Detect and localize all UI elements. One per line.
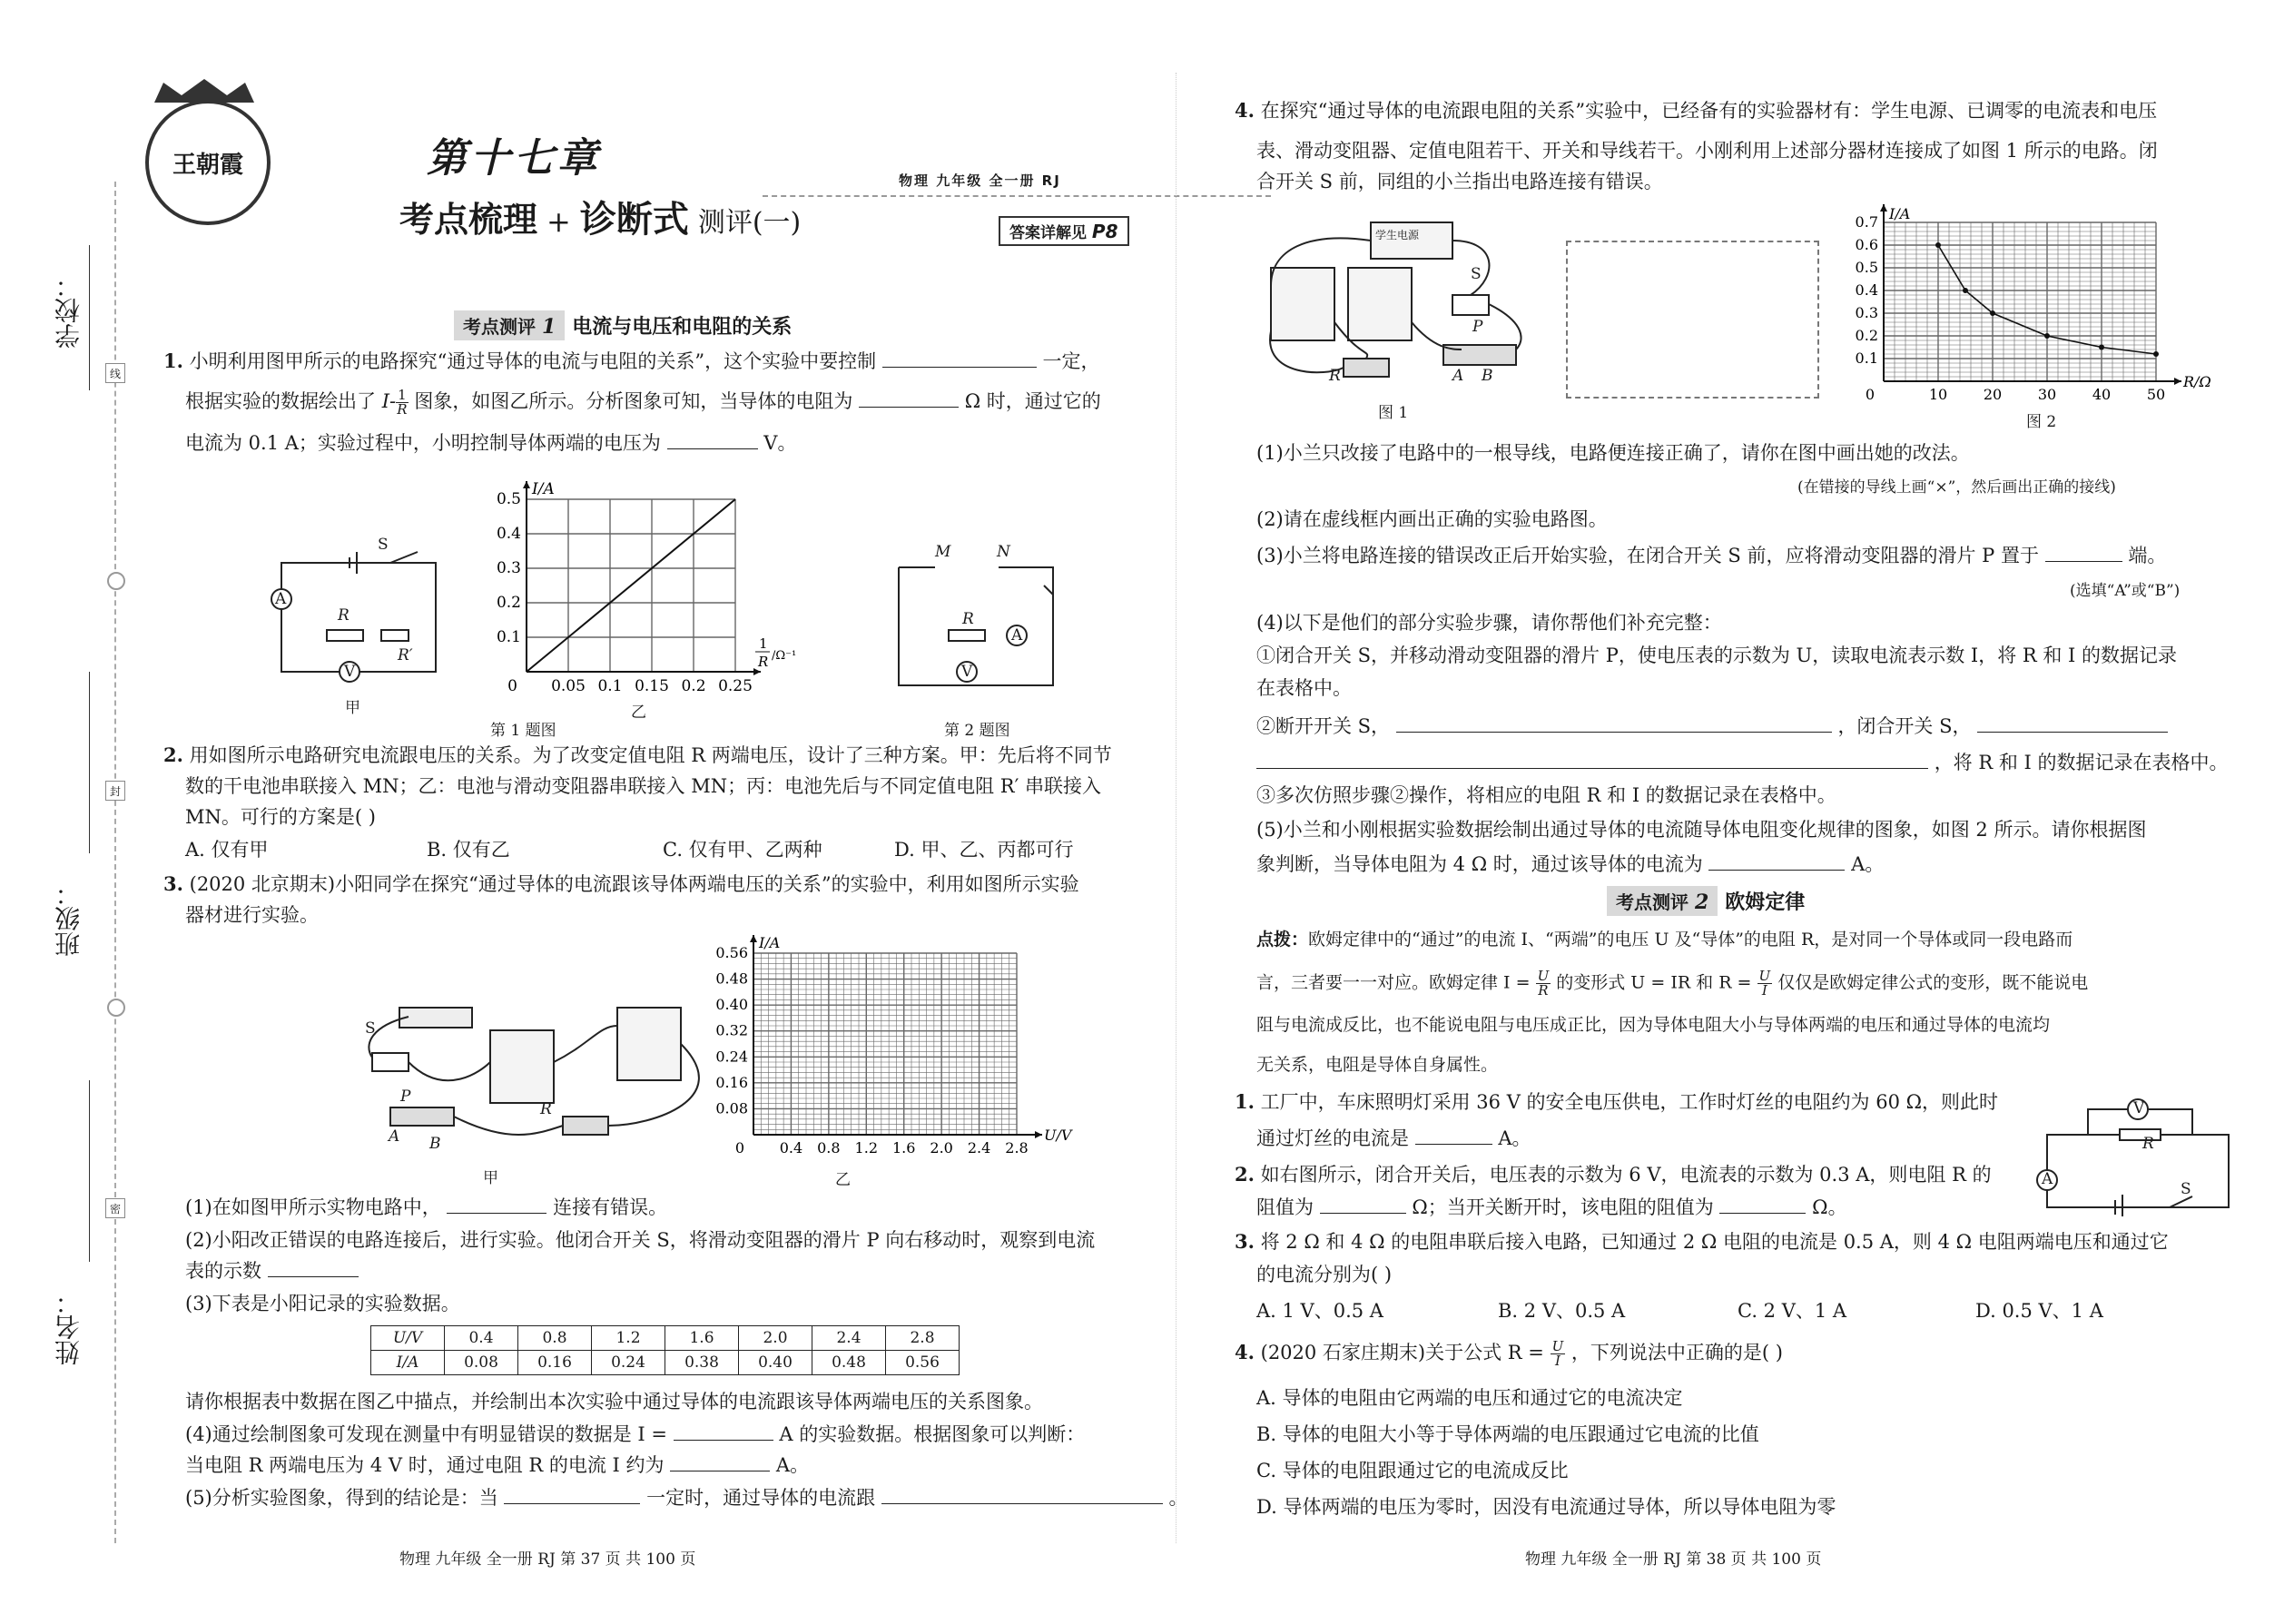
r-fig1-power-label: 学生电源 <box>1375 229 1420 241</box>
y-axis-label: I/A <box>1889 205 1911 222</box>
r-q4-part2: (2)请在虚线框内画出正确的实验电路图。 <box>1256 508 1608 530</box>
r-q4-blank-4[interactable] <box>1256 752 1928 769</box>
r-question-4b: 4. (2020 石家庄期末)关于公式 R = $\frac{U}{I}$ ，下列说法中正确的是( ) <box>1235 1338 1783 1369</box>
section-badge: 考点测评 1 <box>454 310 565 340</box>
x-axis-label-num: 1 <box>759 635 768 652</box>
school-blank[interactable] <box>89 245 90 390</box>
table-cell-u: 2.0 <box>739 1326 812 1351</box>
origin-label: 0 <box>1865 386 1875 403</box>
y-tick-label: 0.2 <box>1855 327 1878 344</box>
tip-line3: 阻与电流成反比，也不能说电阻与电压成正比，因为导体电阻大小与导体两端的电压和通过导体的电流均 <box>1256 1015 2051 1035</box>
question-2: 2. 用如图所示电路研究电流跟电压的关系。为了改变定值电阻 R 两端电压，设计了三种方案。甲：先后将不同节 <box>163 743 1112 766</box>
fig2-terminal-m: M <box>935 543 951 561</box>
q3-blank-6[interactable] <box>881 1487 1163 1504</box>
data-point <box>1990 310 1995 316</box>
y-tick-label: 0.4 <box>1855 281 1878 299</box>
table-cell-u: 1.2 <box>592 1326 665 1351</box>
y-tick-label: 0.1 <box>1855 349 1878 367</box>
fig1-graph-yi <box>472 472 817 699</box>
r-q2-resistor-label: R <box>2142 1135 2154 1153</box>
question-1: 1. 小明利用图甲所示的电路探究“通过导体的电流与电阻的关系”，这个实验中要控制 一定， <box>163 349 1100 372</box>
circuit-drawing-box[interactable] <box>1566 241 1819 399</box>
table-cell-u: 0.8 <box>518 1326 592 1351</box>
r-q4-part1-note: (在错接的导线上画“×”，然后画出正确的接线) <box>1797 478 2116 497</box>
fig1-caption-yi: 乙 <box>631 704 646 722</box>
table-cell-u: 2.4 <box>812 1326 886 1351</box>
q3-part2-line2: 表的示数 <box>185 1258 359 1284</box>
r-q2-line2: 阻值为 Ω；当开关断开时，该电阻的阻值为 Ω。 <box>1256 1196 1847 1218</box>
q3-caption-jia: 甲 <box>483 1169 498 1187</box>
r-fig1-switch-label: S <box>1471 265 1482 283</box>
r-q4-step1-line2: 在表格中。 <box>1256 677 1352 699</box>
q3-terminal-b: B <box>429 1135 441 1153</box>
x-axis-label-unit: /Ω⁻¹ <box>772 649 797 663</box>
q3-blank-1[interactable] <box>447 1196 546 1214</box>
seal-seal-mark: 封 <box>105 781 125 801</box>
r-question-3: 3. 将 2 Ω 和 4 Ω 的电阻串联后接入电路，已知通过 2 Ω 电阻的电流是 0.5 A，则 4 Ω 电阻两端电压和通过它 <box>1235 1230 2169 1253</box>
r-fig1-terminal-a: A <box>1452 367 1464 385</box>
fig2-resistor-label: R <box>962 610 974 628</box>
table-cell-u: 0.4 <box>445 1326 518 1351</box>
y-tick-label: 0.6 <box>1855 236 1878 253</box>
r-q4-blank-1[interactable] <box>2045 545 2122 562</box>
answer-page: P8 <box>1091 221 1118 242</box>
title-plus: + <box>546 204 571 239</box>
class-label: 班级： <box>54 881 84 957</box>
section-badge: 考点测评 2 <box>1607 886 1718 916</box>
school-label: 学校： <box>54 272 84 349</box>
r-q4-line2: 表、滑动变阻器、定值电阻若干、开关和导线若干。小刚利用上述部分器材连接成了如图 1 所示的电路。闭 <box>1256 140 2158 162</box>
data-point <box>2044 333 2050 339</box>
binding-margin <box>0 0 127 1624</box>
x-axis-arrow <box>2174 378 2181 385</box>
right-footer: 物理 九年级 全一册 RJ 第 38 页 共 100 页 <box>1525 1550 1822 1569</box>
y-tick-label: 0.08 <box>715 1099 748 1117</box>
logo-text: 王朝霞 <box>172 151 243 179</box>
origin-label: 0 <box>507 677 517 695</box>
binding-dashed-line <box>114 182 116 1543</box>
r-q4-line3: 合开关 S 前，同组的小兰指出电路连接有错误。 <box>1256 171 1663 192</box>
r-q4-blank-5[interactable] <box>1708 853 1845 871</box>
r-q3-option-b[interactable]: B. 2 V、0.5 A <box>1498 1300 1626 1322</box>
x-tick-label: 20 <box>1983 386 2003 403</box>
q2-option-d[interactable]: D. 甲、乙、丙都可行 <box>894 839 1074 861</box>
table-cell-i: 0.48 <box>812 1351 886 1375</box>
q3-blank-3[interactable] <box>674 1423 773 1441</box>
q3-caption-yi: 乙 <box>835 1171 851 1189</box>
fig1-switch-label: S <box>378 536 389 554</box>
q3-switch-label: S <box>365 1019 376 1038</box>
y-tick-label: 0.16 <box>715 1073 748 1091</box>
question-1-line2: 根据实验的数据绘出了 I- $\frac{1}{R}$ 图象，如图乙所示。分析图象可知，当导体的电阻为 Ω 时，通过它的 <box>185 387 1101 418</box>
q3-resistor-label: R <box>540 1100 552 1118</box>
y-tick-label: 0.5 <box>496 490 521 508</box>
y-tick-label: 0.2 <box>496 594 521 612</box>
binding-ring-icon <box>107 572 125 590</box>
x-axis-label-den: R <box>758 654 769 670</box>
crown-icon <box>145 77 263 104</box>
fig2-terminal-n: N <box>997 543 1010 561</box>
q1-blank-2[interactable] <box>859 390 959 408</box>
q3-part4-line2: 当电阻 R 两端电压为 4 V 时，通过电阻 R 的电流 I 约为 A。 <box>185 1454 810 1476</box>
section-2-header <box>1607 886 1805 916</box>
origin-label: 0 <box>734 1139 744 1156</box>
table-cell-u: 1.6 <box>665 1326 739 1351</box>
r-q3-option-c[interactable]: C. 2 V、1 A <box>1738 1300 1847 1322</box>
r-q2-switch-label: S <box>2181 1180 2191 1198</box>
q2-option-c[interactable]: C. 仅有甲、乙两种 <box>663 839 822 861</box>
y-tick-label: 0.4 <box>496 525 521 543</box>
book-meta: 物理 九年级 全一册 RJ <box>899 172 1061 189</box>
question-3-line2: 器材进行实验。 <box>185 904 319 926</box>
y-axis-label: I/A <box>759 935 781 951</box>
x-tick-label: 50 <box>2146 386 2166 403</box>
name-blank[interactable] <box>89 1080 90 1262</box>
tip-line1: 点拨：欧姆定律中的“通过”的电流 I、“两端”的电压 U 及“导体”的电阻 R，是对同一个导体或同一段电路而 <box>1256 930 2073 950</box>
r-q4-part5-line2: 象判断，当导体电阻为 4 Ω 时，通过该导体的电流为 A。 <box>1256 853 1885 875</box>
r-question-1: 1. 工厂中，车床照明灯采用 36 V 的安全电压供电，工作时灯丝的电阻约为 60 Ω，则此时 <box>1235 1090 1999 1113</box>
q3-part4: (4)通过绘制图象可发现在测量中有明显错误的数据是 I = A 的实验数据。根据图象可以判断： <box>185 1423 1086 1445</box>
y-tick-label: 0.24 <box>715 1048 748 1066</box>
r-q1-line2: 通过灯丝的电流是 A。 <box>1256 1127 1531 1149</box>
r-fig2-graph <box>1834 204 2242 408</box>
x-axis-label: R/Ω <box>2183 373 2211 390</box>
x-tick-label: 0.25 <box>718 677 753 695</box>
q1-blank-3[interactable] <box>667 432 758 449</box>
fig2-caption: 第 2 题图 <box>944 722 1010 740</box>
y-tick-label: 0.40 <box>715 996 748 1014</box>
title-part3: 测评(一) <box>697 207 802 239</box>
data-point <box>2099 345 2104 350</box>
publisher-logo <box>145 100 271 225</box>
data-point <box>1963 288 1968 293</box>
r-q4-step2: ②断开开关 S， ，闭合开关 S， <box>1256 714 2168 739</box>
data-point <box>2153 351 2159 357</box>
r-q4b-option-a[interactable]: A. 导体的电阻由它两端的电压和通过它的电流决定 <box>1256 1387 1683 1409</box>
header-rule <box>763 195 1271 197</box>
q2-option-a[interactable]: A. 仅有甲 <box>185 839 269 861</box>
table-header-i: I/A <box>371 1351 445 1375</box>
y-tick-label: 0.3 <box>496 559 521 577</box>
r-q4-step3: ③多次仿照步骤②操作，将相应的电阻 R 和 I 的数据记录在表格中。 <box>1256 784 1836 806</box>
x-axis-arrow <box>1035 1131 1042 1138</box>
center-fold <box>1176 73 1177 1543</box>
y-tick-label: 0.5 <box>1855 259 1878 276</box>
tip-line4: 无关系，电阻是导体自身属性。 <box>1256 1055 1499 1075</box>
r-fig1-terminal-b: B <box>1482 367 1493 385</box>
title-part2: 诊断式 <box>579 198 689 241</box>
tip-line2: 言，三者要一一对应。欧姆定律 I = $\frac{U}{R}$ 的变形式 U = IR 和 R = $\frac{U}{I}$ 仅仅是欧姆定律公式的变形，既不能说电 <box>1256 968 2089 999</box>
question-2-line3: MN。可行的方案是( ) <box>185 806 376 828</box>
table-cell-u: 2.8 <box>886 1326 960 1351</box>
section-title: 电流与电压和电阻的关系 <box>572 315 793 339</box>
q3-terminal-a: A <box>389 1127 400 1146</box>
x-tick-label: 0.4 <box>779 1139 803 1156</box>
r-q4b-option-d[interactable]: D. 导体两端的电压为零时，因没有电流通过导体，所以导体电阻为零 <box>1256 1496 1836 1518</box>
y-tick-label: 0.3 <box>1855 304 1878 321</box>
fig2-voltmeter-label: V <box>961 663 973 681</box>
y-axis-label: I/A <box>532 480 555 498</box>
fig1-circuit-jia <box>263 545 454 690</box>
answer-reference <box>999 216 1129 246</box>
table-cell-i: 0.24 <box>592 1351 665 1375</box>
table-cell-i: 0.56 <box>886 1351 960 1375</box>
seal-line-mark: 线 <box>105 363 125 383</box>
name-label: 姓名： <box>54 1289 84 1365</box>
r-q4-step1: ①闭合开关 S，并移动滑动变阻器的滑片 P，使电压表的示数为 U，读取电流表示数 I，将 R 和 I 的数据记录 <box>1256 645 2178 666</box>
r-q4-blank-2[interactable] <box>1396 715 1832 733</box>
r-q4-part1: (1)小兰只改接了电路中的一根导线，电路便连接正确了，请你在图中画出她的改法。 <box>1256 442 1970 464</box>
x-tick-label: 1.6 <box>891 1139 916 1156</box>
y-tick-label: 0.32 <box>715 1021 748 1039</box>
r-q4-part3: (3)小兰将电路连接的错误改正后开始实验，在闭合开关 S 前，应将滑动变阻器的滑片 P 置于 端。 <box>1256 545 2167 566</box>
seal-secret-mark: 密 <box>105 1198 125 1218</box>
q3-part2: (2)小阳改正错误的电路连接后，进行实验。他闭合开关 S，将滑动变阻器的滑片 P 向右移动时，观察到电流 <box>185 1229 1096 1251</box>
title-part1: 考点梳理 <box>399 199 538 240</box>
x-tick-label: 10 <box>1928 386 1948 403</box>
q3-part3-instruction: 请你根据表中数据在图乙中描点，并绘制出本次实验中通过导体的电流跟该导体两端电压的关系图象。 <box>185 1391 1043 1412</box>
section-title: 欧姆定律 <box>1725 891 1806 914</box>
r-q1-blank[interactable] <box>1415 1127 1492 1145</box>
fig1-resistor-label: R <box>338 606 350 625</box>
x-tick-label: 2.4 <box>967 1139 991 1156</box>
r-q4-blank-3[interactable] <box>1977 715 2168 733</box>
r-q4-step2-line2: ，将 R 和 I 的数据记录在表格中。 <box>1256 750 2229 775</box>
table-header-u: U/V <box>371 1326 445 1351</box>
y-tick-label: 0.56 <box>715 944 748 961</box>
r-fig1-caption: 图 1 <box>1378 404 1409 422</box>
q3-blank-5[interactable] <box>504 1487 640 1504</box>
table-cell-i: 0.16 <box>518 1351 592 1375</box>
r-fig1-resistor-label: R <box>1329 367 1341 385</box>
x-tick-label: 40 <box>2092 386 2112 403</box>
q3-part5: (5)分析实验图象，得到的结论是：当 一定时，通过导体的电流跟 。 <box>185 1487 1188 1509</box>
fig1-caption-jia: 甲 <box>345 699 360 717</box>
r-fig2-caption: 图 2 <box>2026 413 2057 431</box>
r-q4-part5: (5)小兰和小刚根据实验数据绘制出通过导体的电流随导体电阻变化规律的图象，如图 2 所示。请你根据图 <box>1256 819 2147 841</box>
data-line <box>527 499 735 672</box>
r-q4-part3-note: (选填“A”或“B”) <box>2070 582 2181 600</box>
r-q2-blank-2[interactable] <box>1719 1196 1806 1214</box>
question-2-line2: 数的干电池串联接入 MN；乙：电池与滑动变阻器串联接入 MN；丙：电池先后与不同定值电阻 R′ 串联接入 <box>185 775 1102 797</box>
q3-graph-yi <box>690 935 1098 1171</box>
table-cell-i: 0.38 <box>665 1351 739 1375</box>
x-axis-label: U/V <box>1044 1127 1072 1144</box>
fig1-rheostat-label: R′ <box>398 646 413 664</box>
q3-data-table <box>370 1325 960 1375</box>
r-q3-option-a[interactable]: A. 1 V、0.5 A <box>1256 1300 1383 1322</box>
r-question-2: 2. 如右图所示，闭合开关后，电压表的示数为 6 V，电流表的示数为 0.3 A，则电阻 R 的 <box>1235 1163 1992 1186</box>
left-footer: 物理 九年级 全一册 RJ 第 37 页 共 100 页 <box>399 1550 696 1569</box>
q1-blank-1[interactable] <box>882 350 1037 368</box>
fig1-caption: 第 1 题图 <box>490 722 556 740</box>
r-q2-ammeter-label: A <box>2042 1170 2053 1188</box>
fig1-voltmeter-label: V <box>344 663 356 681</box>
y-axis-arrow <box>1880 204 1887 212</box>
r-q3-line2: 的电流分别为( ) <box>1256 1264 1393 1285</box>
r-q4b-option-c[interactable]: C. 导体的电阻跟通过它的电流成反比 <box>1256 1460 1569 1481</box>
class-blank[interactable] <box>89 672 90 853</box>
question-1-line3: 电流为 0.1 A；实验过程中，小明控制导体两端的电压为 V。 <box>185 432 797 454</box>
x-tick-label: 0.2 <box>681 677 706 695</box>
fig2-circuit <box>881 558 1071 704</box>
r-q2-blank-1[interactable] <box>1320 1196 1406 1214</box>
table-cell-i: 0.08 <box>445 1351 518 1375</box>
x-tick-label: 0.1 <box>597 677 623 695</box>
chapter-title: 第十七章 <box>427 135 601 182</box>
q3-part1: (1)在如图甲所示实物电路中， 连接有错误。 <box>185 1196 668 1218</box>
q3-blank-4[interactable] <box>670 1454 770 1471</box>
q2-option-b[interactable]: B. 仅有乙 <box>427 839 510 861</box>
binding-ring-icon <box>107 999 125 1017</box>
y-tick-label: 0.48 <box>715 969 748 988</box>
r-question-4: 4. 在探究“通过导体的电流跟电阻的关系”实验中，已经备有的实验器材有：学生电源、已调零的电流表和电压 <box>1235 99 2158 122</box>
y-axis-arrow <box>750 935 757 942</box>
q3-blank-2[interactable] <box>268 1260 359 1277</box>
table-cell-i: 0.40 <box>739 1351 812 1375</box>
x-tick-label: 2.8 <box>1005 1139 1029 1156</box>
y-axis-arrow <box>523 481 530 488</box>
left-page <box>127 0 1188 1624</box>
x-tick-label: 2.0 <box>930 1139 953 1156</box>
x-tick-label: 0.8 <box>817 1139 841 1156</box>
r-q4-part4: (4)以下是他们的部分实验步骤，请你帮他们补充完整： <box>1256 612 1722 634</box>
question-3: 3. (2020 北京期末)小阳同学在探究“通过导体的电流跟该导体两端电压的关系”的实验中，利用如图所示实验 <box>163 872 1079 895</box>
right-page <box>1216 0 2269 1624</box>
fig1-ammeter-label: A <box>275 590 287 608</box>
x-tick-label: 1.2 <box>854 1139 879 1156</box>
answer-ref-label: 答案详解见 <box>1009 224 1087 242</box>
x-tick-label: 0.05 <box>551 677 586 695</box>
y-tick-label: 0.1 <box>496 628 521 646</box>
q3-slider-label: P <box>400 1088 411 1106</box>
q3-part3: (3)下表是小阳记录的实验数据。 <box>185 1293 460 1314</box>
r-q4b-option-b[interactable]: B. 导体的电阻大小等于导体两端的电压跟通过它电流的比值 <box>1256 1423 1759 1445</box>
section-1-header <box>454 310 792 340</box>
r-q2-voltmeter-label: V <box>2133 1099 2145 1117</box>
x-tick-label: 30 <box>2037 386 2057 403</box>
fig2-ammeter-label: A <box>1011 626 1023 645</box>
r-fig1-slider-label: P <box>1472 318 1483 336</box>
y-tick-label: 0.7 <box>1855 213 1878 231</box>
page-title <box>399 191 801 242</box>
x-tick-label: 0.15 <box>635 677 669 695</box>
data-point <box>1935 242 1941 248</box>
r-q3-option-d[interactable]: D. 0.5 V、1 A <box>1975 1300 2103 1322</box>
